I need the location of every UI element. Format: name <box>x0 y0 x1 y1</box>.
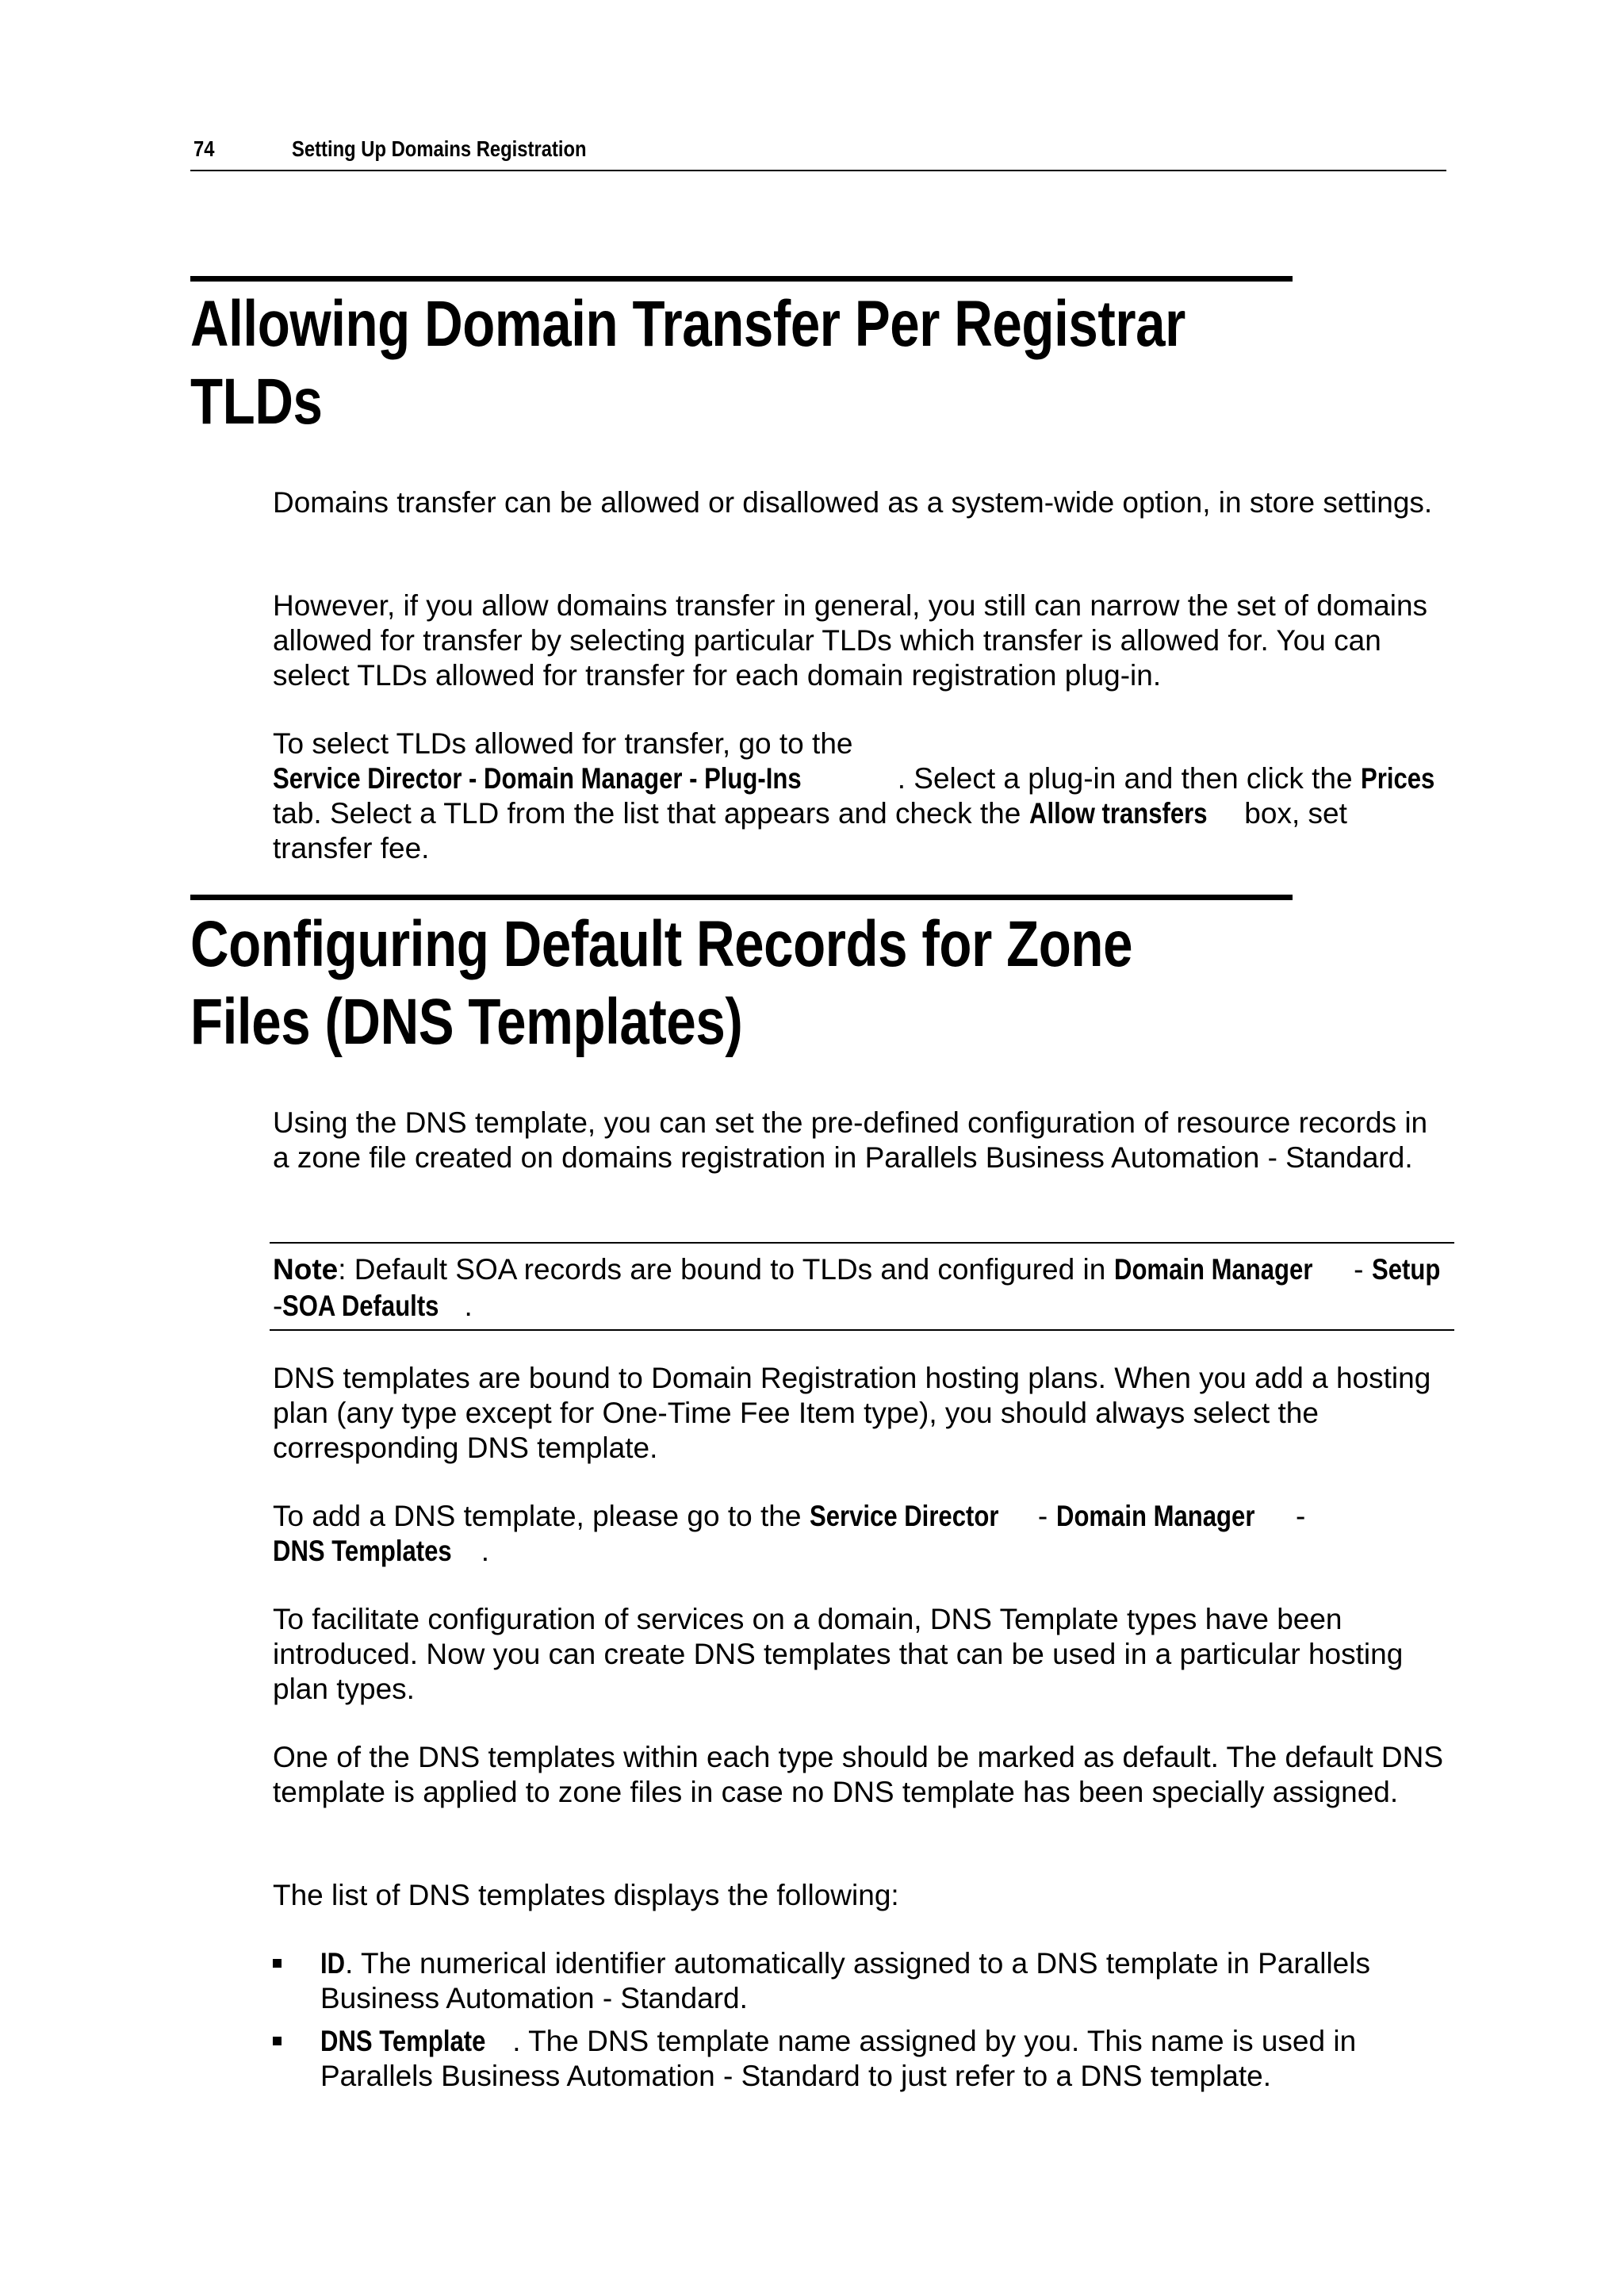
menu-path: Service Director - Domain Manager - Plug-Ins <box>273 762 802 795</box>
list-text: . The numerical identifier automatically assigned to a DNS template in Parallels Business Automation - Standard. <box>320 1947 1370 2014</box>
section-rule <box>190 276 1293 282</box>
page-number: 74 <box>193 136 215 161</box>
paragraph <box>273 1499 1446 1569</box>
menu-path: DNS Templates <box>273 1535 452 1567</box>
paragraph: However, if you allow domains transfer in general, you still can narrow the set of domains allowed for transfer by selecting particular TLDs which transfer is allowed for. You can select TLDs allowed for transfer for each domain registration plug-in. <box>273 589 1428 692</box>
section-title-line: Files (DNS Templates) <box>190 986 743 1058</box>
section-title-line: Allowing Domain Transfer Per Registrar <box>190 288 1185 360</box>
section-title <box>190 286 1231 441</box>
section-rule <box>190 895 1293 900</box>
paragraph: DNS templates are bound to Domain Registration hosting plans. When you add a hosting plan (any type except for One-Time Fee Item type), you should always select the corresponding DNS template. <box>273 1362 1431 1464</box>
running-header <box>190 133 1446 171</box>
paragraph: One of the DNS templates within each type should be marked as default. The default DNS template is applied to zone files in case no DNS template has been specially assigned. <box>273 1741 1444 1808</box>
section-title <box>190 906 1231 1061</box>
text-run: : Default SOA records are bound to TLDs and configured in <box>338 1253 1114 1286</box>
running-title: Setting Up Domains Registration <box>292 136 587 161</box>
checkbox-name: Allow transfers <box>1028 797 1208 830</box>
paragraph: To facilitate configuration of services on a domain, DNS Template types have been introduced. Now you can create DNS templates that can be used in a particular hosting plan types. <box>273 1603 1404 1705</box>
paragraph <box>273 726 1446 866</box>
text-run: box, set transfer fee. <box>273 797 1347 864</box>
tab-name: Prices <box>1360 762 1435 795</box>
text-run: To select TLDs allowed for transfer, go to the <box>273 727 853 760</box>
bullet-icon <box>273 1959 282 1968</box>
list-term: DNS Template <box>320 2025 486 2057</box>
text-run: - <box>1029 1500 1056 1532</box>
text-run: To add a DNS template, please go to the <box>273 1500 810 1532</box>
paragraph: Domains transfer can be allowed or disallowed as a system-wide option, in store settings. <box>273 486 1433 519</box>
text-run: - <box>1345 1253 1372 1286</box>
menu-path: Domain Manager <box>1113 1253 1313 1286</box>
text-run: . <box>464 1290 473 1322</box>
menu-path: Service Director <box>809 1500 999 1532</box>
text-run: . <box>481 1535 490 1567</box>
menu-path: Domain Manager <box>1055 1500 1254 1532</box>
paragraph: Using the DNS template, you can set the pre-defined configuration of resource records in a zone file created on domains registration in Parallels Business Automation - Standard. <box>273 1106 1428 1174</box>
bullet-list <box>273 1946 1446 2102</box>
text-run: - <box>1287 1500 1306 1532</box>
menu-path: Setup <box>1371 1253 1441 1286</box>
text-run: tab. Select a TLD from the list that appears and check the <box>273 797 1029 830</box>
paragraph: The list of DNS templates displays the following: <box>273 1879 899 1911</box>
text-run: . Select a plug-in and then click the <box>897 762 1361 795</box>
section-title-line: TLDs <box>190 366 323 438</box>
section-title-line: Configuring Default Records for Zone <box>190 908 1133 980</box>
menu-path: SOA Defaults <box>282 1290 439 1322</box>
list-text: . The DNS template name assigned by you. This name is used in Parallels Business Automation - Standard to just refer to a DNS template. <box>320 2025 1357 2092</box>
note-label: Note <box>273 1253 339 1286</box>
note-box <box>270 1242 1454 1331</box>
bullet-icon <box>273 2037 282 2045</box>
list-term: ID <box>320 1947 346 1980</box>
list-item <box>273 2024 1446 2094</box>
text-run: - <box>273 1290 283 1322</box>
list-item <box>273 1946 1446 2016</box>
